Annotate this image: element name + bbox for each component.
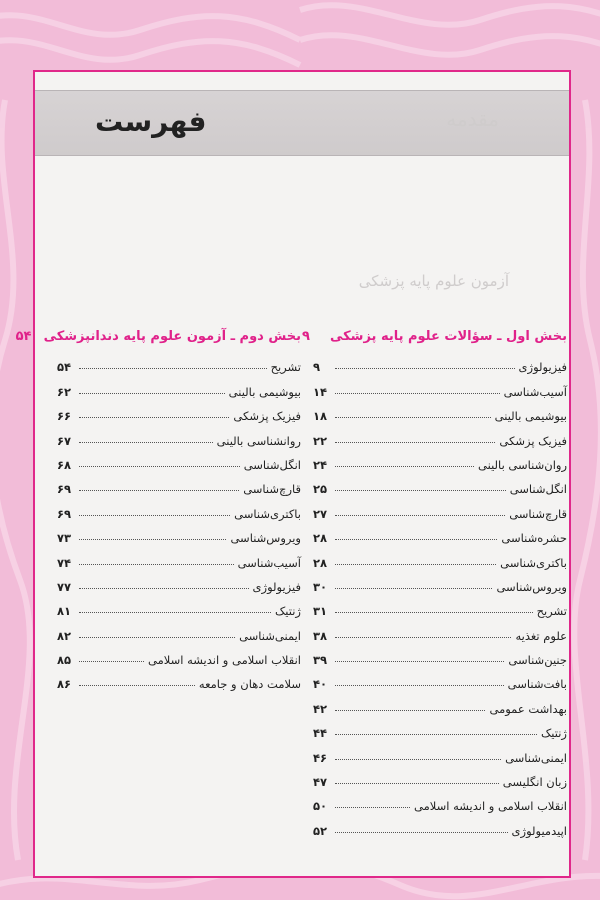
toc-entry[interactable]	[313, 448, 567, 472]
toc-entry[interactable]	[57, 570, 301, 594]
toc-entry-page: ۶۹	[57, 482, 72, 497]
toc-entry-title: انگل‌شناسی	[243, 457, 301, 472]
toc-entry-page: ۷۷	[57, 579, 72, 594]
toc-entry-page: ۶۷	[57, 433, 72, 448]
dot-leader	[79, 564, 234, 565]
toc-entry[interactable]	[313, 643, 567, 667]
dot-leader	[335, 539, 497, 540]
toc-entry-page: ۸۶	[57, 677, 72, 692]
toc-entry-page: ۴۲	[313, 701, 328, 716]
toc-entry-title: ایمنی‌شناسی	[239, 628, 301, 643]
toc-entry[interactable]	[57, 496, 301, 520]
section-heading[interactable]	[15, 324, 301, 348]
toc-entry-page: ۲۸	[313, 555, 328, 570]
toc-entry-page: ۸۲	[57, 628, 72, 643]
toc-entry-title: بیوشیمی بالینی	[228, 384, 301, 399]
toc-entry-title: آسیب‌شناسی	[237, 555, 301, 570]
toc-entry-page: ۲۸	[313, 531, 328, 546]
dot-leader	[79, 685, 195, 686]
section-heading[interactable]	[301, 324, 567, 348]
dot-leader	[335, 417, 491, 418]
dot-leader	[79, 588, 249, 589]
toc-entry-page: ۱۴	[313, 384, 328, 399]
dot-leader	[335, 807, 410, 808]
toc-entry-page: ۶۸	[57, 457, 72, 472]
title-band	[35, 90, 569, 156]
toc-entry-page: ۹	[313, 360, 321, 375]
toc-entry[interactable]	[57, 472, 301, 496]
dot-leader	[335, 490, 506, 491]
toc-entry-title: ژنتیک	[541, 726, 567, 741]
toc-entry-page: ۸۵	[57, 653, 72, 668]
toc-entry[interactable]	[57, 667, 301, 691]
toc-entry-page: ۱۸	[313, 409, 328, 424]
toc-entry[interactable]	[57, 545, 301, 569]
dot-leader	[335, 393, 500, 394]
toc-entry-title: ایمنی‌شناسی	[505, 750, 567, 765]
section-heading-title: بخش دوم ـ آزمون علوم پایه دندانپزشکی	[43, 328, 301, 344]
toc-entry-title: تشریح	[270, 360, 301, 375]
dot-leader	[335, 368, 515, 369]
toc-entry-title: جنین‌شناسی	[508, 653, 567, 668]
toc-entry-title: ژنتیک	[275, 604, 301, 619]
toc-entry-page: ۲۷	[313, 506, 328, 521]
toc-entry[interactable]	[57, 350, 301, 374]
toc-entry-title: باکتری‌شناسی	[500, 555, 567, 570]
dot-leader	[335, 442, 495, 443]
toc-entry[interactable]	[313, 667, 567, 691]
dot-leader	[79, 612, 271, 613]
toc-entry-page: ۶۲	[57, 384, 72, 399]
toc-entry-title: انقلاب اسلامی و اندیشه اسلامی	[413, 799, 567, 814]
toc-entry-title: حشره‌شناسی	[501, 531, 567, 546]
dot-leader	[79, 637, 235, 638]
toc-entry-title: علوم تغذیه	[515, 628, 567, 643]
toc-entry[interactable]	[57, 521, 301, 545]
toc-entry-title: فیزیولوژی	[518, 360, 567, 375]
toc-page-frame	[15, 70, 571, 878]
toc-entry-title: قارچ‌شناسی	[243, 482, 301, 497]
toc-entry[interactable]	[57, 643, 301, 667]
toc-entry-title: بافت‌شناسی	[507, 677, 567, 692]
toc-entry-title: سلامت دهان و جامعه	[198, 677, 301, 692]
toc-entry-title: روان‌شناسی بالینی	[478, 457, 567, 472]
toc-entry-page: ۳۸	[313, 628, 328, 643]
toc-entry-page: ۴۷	[313, 775, 328, 790]
dot-leader	[335, 637, 511, 638]
toc-entry[interactable]	[313, 740, 567, 764]
toc-entry[interactable]	[57, 399, 301, 423]
section-heading-page: ۵۴	[15, 328, 32, 344]
toc-entry-title: روانشناسی بالینی	[216, 433, 301, 448]
toc-entry[interactable]	[57, 618, 301, 642]
toc-entry-page: ۳۹	[313, 653, 328, 668]
toc-entry[interactable]	[57, 374, 301, 398]
toc-entry-page: ۵۰	[313, 799, 328, 814]
dot-leader	[79, 661, 144, 662]
dot-leader	[335, 564, 496, 565]
toc-entry-page: ۷۳	[57, 531, 72, 546]
dot-leader	[335, 734, 537, 735]
toc-entry[interactable]	[313, 789, 567, 813]
toc-entry-title: انگل‌شناسی	[509, 482, 567, 497]
toc-entry[interactable]	[313, 423, 567, 447]
toc-entry-page: ۶۶	[57, 409, 72, 424]
toc-entry[interactable]	[313, 545, 567, 569]
toc-entry[interactable]	[313, 521, 567, 545]
dot-leader	[79, 442, 213, 443]
dot-leader	[79, 539, 226, 540]
toc-entry[interactable]	[313, 570, 567, 594]
toc-entry[interactable]	[313, 472, 567, 496]
toc-entry-title: فیزیک پزشکی	[233, 409, 301, 424]
toc-entry[interactable]	[313, 691, 567, 715]
toc-entry[interactable]	[313, 496, 567, 520]
toc-entry-page: ۴۶	[313, 750, 328, 765]
toc-entry[interactable]	[313, 350, 567, 374]
dot-leader	[335, 783, 499, 784]
toc-entry-page: ۵۴	[57, 360, 72, 375]
toc-entry-page: ۳۰	[313, 579, 328, 594]
page-title: فهرست	[95, 105, 207, 138]
dot-leader	[335, 710, 485, 711]
section-heading-title: بخش اول ـ سؤالات علوم پایه پزشکی	[329, 328, 567, 344]
dot-leader	[335, 588, 492, 589]
dot-leader	[335, 685, 504, 686]
toc-entry-page: ۴۴	[313, 726, 328, 741]
bleed-through-subtitle: آزمون علوم پایه پزشکی	[358, 272, 509, 290]
dot-leader	[79, 490, 239, 491]
toc-entry-page: ۲۲	[313, 433, 328, 448]
toc-entry[interactable]	[313, 594, 567, 618]
toc-entry-title: بهداشت عمومی	[489, 701, 567, 716]
toc-entry[interactable]	[57, 448, 301, 472]
dot-leader	[79, 417, 229, 418]
toc-entry[interactable]	[313, 813, 567, 837]
dot-leader	[335, 466, 474, 467]
toc-entry[interactable]	[57, 423, 301, 447]
toc-entry-title: باکتری‌شناسی	[234, 506, 301, 521]
toc-entry-page: ۸۱	[57, 604, 72, 619]
toc-entry[interactable]	[313, 716, 567, 740]
toc-entry-page: ۲۵	[313, 482, 328, 497]
toc-entry-title: بیوشیمی بالینی	[494, 409, 567, 424]
toc-section-1	[301, 324, 567, 838]
toc-entry-title: اپیدمیولوژی	[511, 823, 567, 838]
dot-leader	[79, 466, 240, 467]
toc-entry-page: ۵۲	[313, 823, 328, 838]
toc-entry-title: انقلاب اسلامی و اندیشه اسلامی	[147, 653, 301, 668]
toc-entry[interactable]	[313, 618, 567, 642]
toc-entry[interactable]	[313, 765, 567, 789]
toc-entry-title: ویروس‌شناسی	[496, 579, 567, 594]
toc-entry-title: فیزیک پزشکی	[499, 433, 567, 448]
toc-entry-title: تشریح	[536, 604, 567, 619]
dot-leader	[79, 393, 225, 394]
dot-leader	[335, 661, 504, 662]
section-heading-page: ۹	[301, 328, 310, 344]
toc-entry-title: قارچ‌شناسی	[509, 506, 567, 521]
dot-leader	[335, 759, 501, 760]
dot-leader	[335, 832, 508, 833]
toc-entry-title: ویروس‌شناسی	[230, 531, 301, 546]
toc-entry-title: زبان انگلیسی	[502, 775, 567, 790]
dot-leader	[335, 612, 533, 613]
toc-entry[interactable]	[313, 399, 567, 423]
toc-entry-title: فیزیولوژی	[252, 579, 301, 594]
dot-leader	[79, 515, 230, 516]
toc-section-2	[15, 324, 301, 692]
bleed-through-text: مقدمه	[446, 107, 499, 131]
dot-leader	[79, 368, 267, 369]
toc-entry[interactable]	[57, 594, 301, 618]
toc-entry-title: آسیب‌شناسی	[503, 384, 567, 399]
toc-entry-page: ۳۱	[313, 604, 328, 619]
toc-entry-page: ۲۴	[313, 457, 328, 472]
toc-entry[interactable]	[313, 374, 567, 398]
toc-entry-page: ۷۴	[57, 555, 72, 570]
toc-entry-page: ۴۰	[313, 677, 328, 692]
toc-entry-page: ۶۹	[57, 506, 72, 521]
dot-leader	[335, 515, 505, 516]
